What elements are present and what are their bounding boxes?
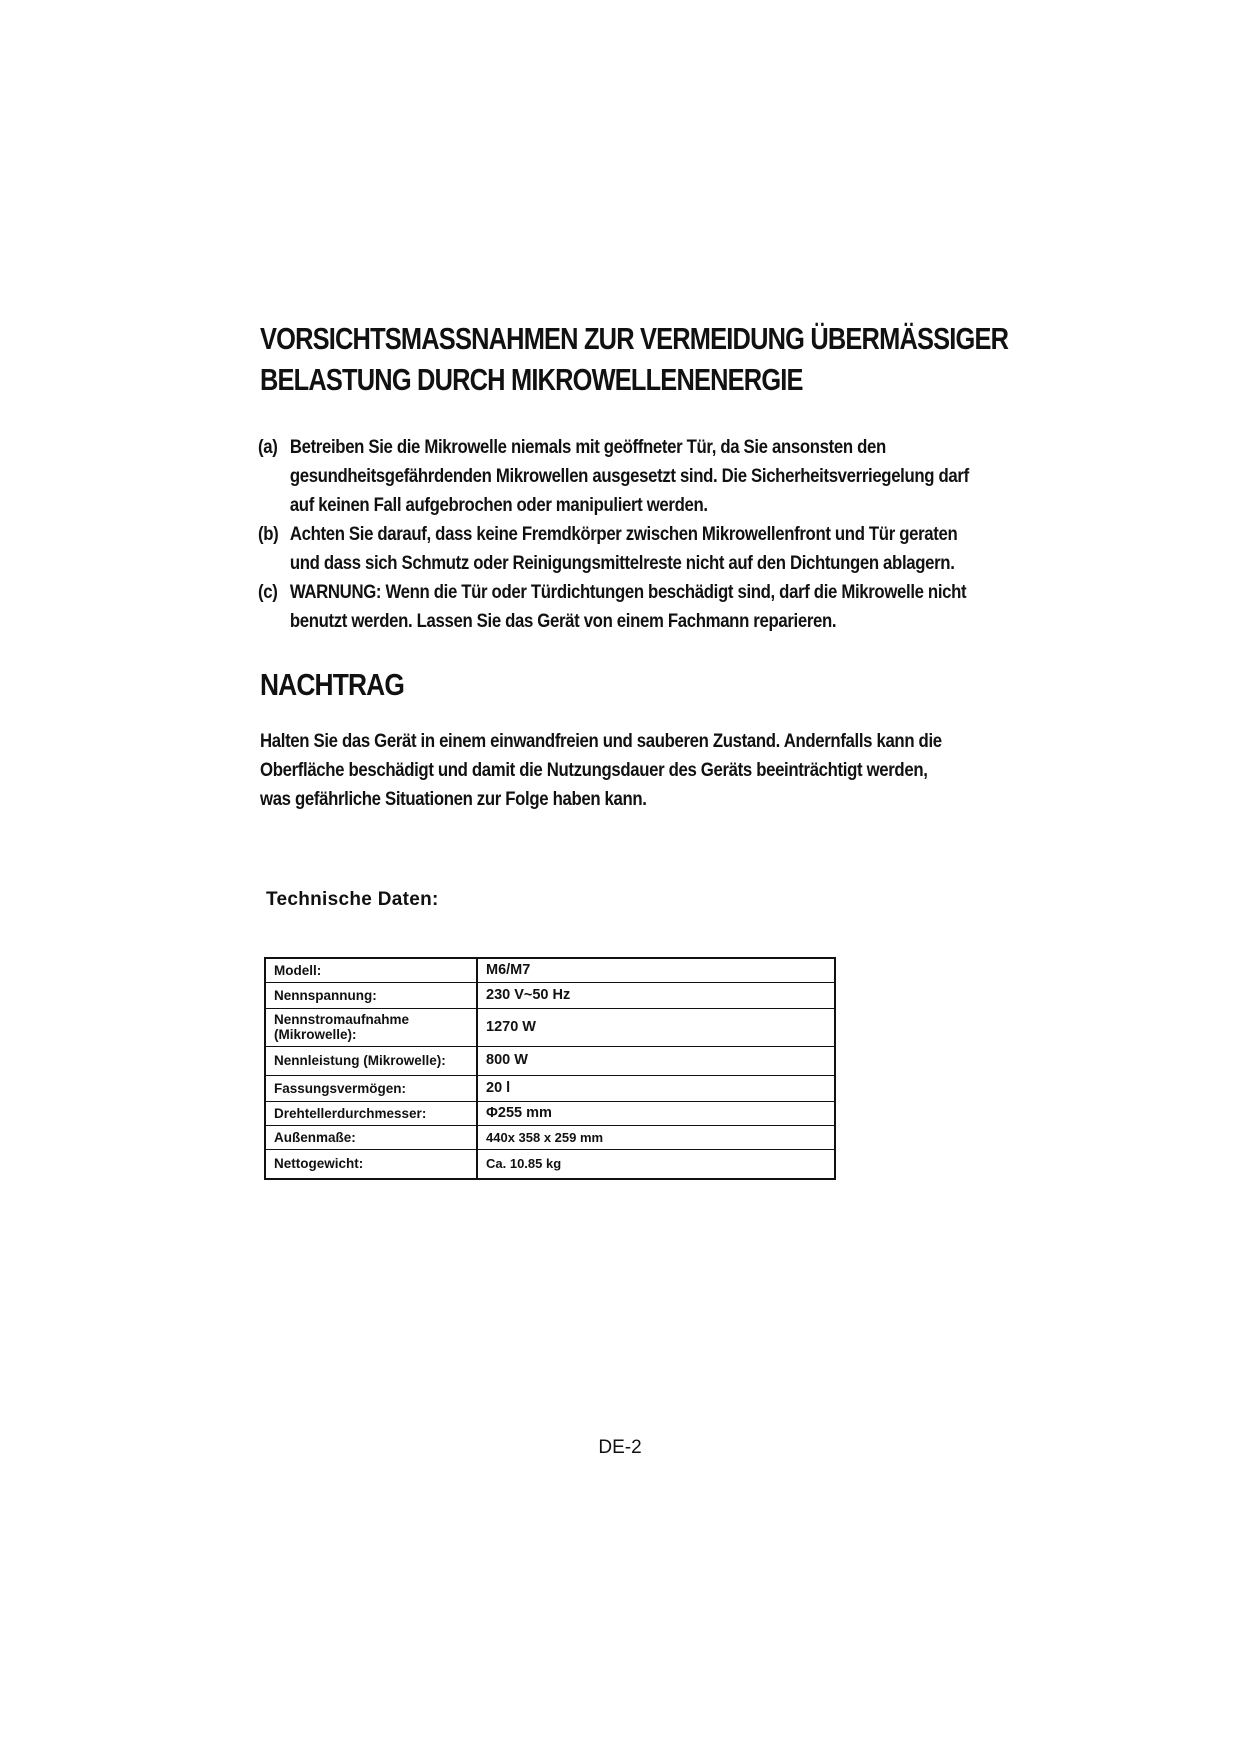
spec-label: Fassungsvermögen: — [265, 1075, 477, 1101]
list-marker: (c) — [258, 581, 278, 603]
technical-data-title: Technische Daten: — [266, 889, 439, 910]
technical-data-table — [264, 957, 836, 1180]
list-text: WARNUNG: Wenn die Tür oder Türdichtungen beschädigt sind, darf die Mikrowelle nicht benutzt werden. Lassen Sie das Gerät von einem Fachmann reparieren. — [289, 581, 967, 632]
spec-label: Drehtellerdurchmesser: — [265, 1101, 477, 1125]
table-row — [265, 1046, 835, 1075]
spec-label: Nettogewicht: — [265, 1149, 477, 1179]
section-heading-precautions — [260, 318, 1009, 400]
table-row — [265, 958, 835, 982]
spec-value: Ca. 10.85 kg — [477, 1149, 835, 1179]
section-heading-addendum: NACHTRAG — [260, 667, 404, 702]
spec-value: Φ255 mm — [477, 1101, 835, 1125]
spec-value: 800 W — [477, 1046, 835, 1075]
spec-value: 1270 W — [477, 1008, 835, 1046]
list-marker: (a) — [258, 436, 278, 458]
list-item — [258, 433, 976, 520]
spec-value: M6/M7 — [477, 958, 835, 982]
spec-label: Modell: — [265, 958, 477, 982]
table-row — [265, 1075, 835, 1101]
list-item — [258, 520, 976, 578]
addendum-paragraph: Halten Sie das Gerät in einem einwandfreien und sauberen Zustand. Andernfalls kann die Oberfläche beschädigt und damit die Nutzungsdauer des Geräts beeinträchtigt werden, was gefährliche Situationen zur Folge haben kann. — [260, 730, 942, 810]
list-marker: (b) — [258, 523, 279, 545]
spec-label: Nennleistung (Mikrowelle): — [265, 1046, 477, 1075]
table-row — [265, 982, 835, 1008]
page-number: DE-2 — [598, 1437, 642, 1458]
table-row — [265, 1008, 835, 1046]
heading-line-1: VORSICHTSMASSNAHMEN ZUR VERMEIDUNG ÜBERMÄSSIGER — [260, 321, 1009, 356]
table-row — [265, 1101, 835, 1125]
spec-label: Nennstromaufnahme (Mikrowelle): — [265, 1008, 477, 1046]
list-text: Achten Sie darauf, dass keine Fremdkörper zwischen Mikrowellenfront und Tür geraten und dass sich Schmutz oder Reinigungsmittelreste nicht auf den Dichtungen ablagern. — [289, 523, 958, 574]
spec-value: 440x 358 x 259 mm — [477, 1125, 835, 1149]
spec-label: Nennspannung: — [265, 982, 477, 1008]
table-row — [265, 1149, 835, 1179]
list-item — [258, 578, 976, 636]
list-text: Betreiben Sie die Mikrowelle niemals mit geöffneter Tür, da Sie ansonsten den gesundheitsgefährdenden Mikrowellen ausgesetzt sind. Die Sicherheitsverriegelung darf auf keinen Fall aufgebrochen oder manipuliert werden. — [289, 436, 969, 516]
table-row — [265, 1125, 835, 1149]
spec-value: 230 V~50 Hz — [477, 982, 835, 1008]
spec-label: Außenmaße: — [265, 1125, 477, 1149]
spec-value: 20 l — [477, 1075, 835, 1101]
precautions-list — [258, 433, 976, 636]
heading-line-2: BELASTUNG DURCH MIKROWELLENENERGIE — [260, 362, 803, 397]
